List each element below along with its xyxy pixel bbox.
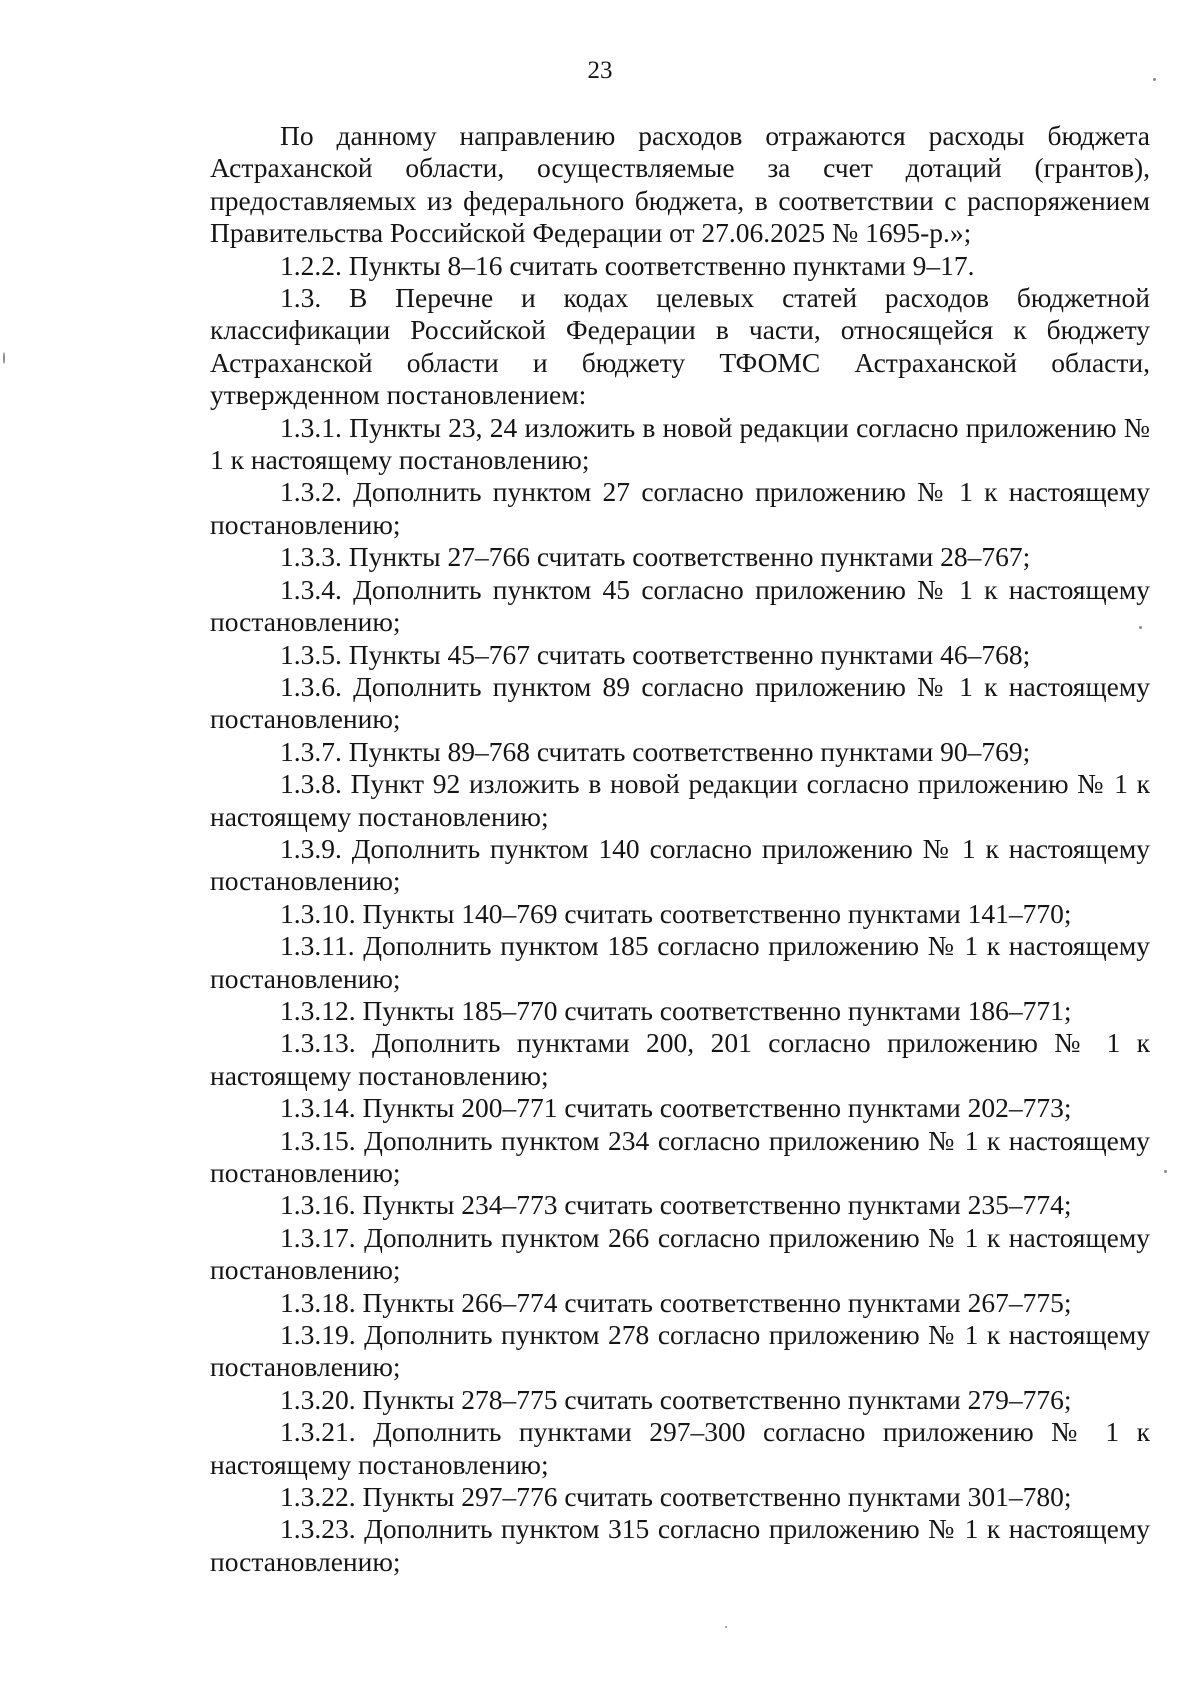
paragraph: По данному направлению расходов отражаются расходы бюджета Астраханской области, осуществляемые за счет дотаций (грантов), предоставляемых из федерального бюджета, в соответствии с распоряжением Правительства Российской Федерации от 27.06.2025 № 1695-р.»; (210, 120, 1150, 249)
paragraph: 1.3.23. Дополнить пунктом 315 согласно приложению № 1 к настоящему постановлению; (210, 1513, 1150, 1577)
paragraph: 1.3.14. Пункты 200–771 считать соответственно пунктами 202–773; (280, 1092, 1072, 1124)
paragraph: 1.3.12. Пункты 185–770 считать соответственно пунктами 186–771; (280, 994, 1072, 1026)
paragraph: 1.3. В Перечне и кодах целевых статей расходов бюджетной классификации Российской Федерации в части, относящейся к бюджету Астраханской области и бюджету ТФОМС Астраханской области, утвержденном постановлением: (210, 282, 1150, 411)
paragraph: 1.3.16. Пункты 234–773 считать соответственно пунктами 235–774; (280, 1189, 1072, 1221)
paragraph: 1.3.10. Пункты 140–769 считать соответственно пунктами 141–770; (280, 897, 1072, 929)
paragraph: 1.3.8. Пункт 92 изложить в новой редакции согласно приложению № 1 к настоящему постановлению; (210, 768, 1150, 832)
paragraph: 1.3.4. Дополнить пунктом 45 согласно приложению № 1 к настоящему постановлению; (210, 573, 1150, 638)
paragraph: 1.3.13. Дополнить пунктами 200, 201 согласно приложению № 1 к настоящему постановлению; (210, 1027, 1150, 1091)
scan-speck (725, 1626, 727, 1628)
page-number: 23 (587, 57, 613, 84)
paragraph: 1.3.21. Дополнить пунктами 297–300 согласно приложению № 1 к настоящему постановлению; (210, 1416, 1150, 1480)
paragraph: 1.3.6. Дополнить пунктом 89 согласно приложению № 1 к настоящему постановлению; (210, 670, 1150, 735)
scan-speck (1164, 1170, 1167, 1173)
paragraph: 1.3.22. Пункты 297–776 считать соответственно пунктами 301–780; (280, 1481, 1072, 1513)
paragraph: 1.3.18. Пункты 266–774 считать соответственно пунктами 267–775; (280, 1286, 1072, 1318)
paragraph: 1.3.20. Пункты 278–775 считать соответственно пунктами 279–776; (280, 1383, 1072, 1415)
paragraph: 1.3.3. Пункты 27–766 считать соответственно пунктами 28–767; (280, 541, 1031, 573)
document-body (210, 120, 1150, 1578)
scan-speck (1139, 626, 1142, 629)
paragraph: 1.3.11. Дополнить пунктом 185 согласно приложению № 1 к настоящему постановлению; (210, 930, 1150, 994)
paragraph: 1.3.7. Пункты 89–768 считать соответственно пунктами 90–769; (280, 735, 1031, 767)
paragraph: 1.2.2. Пункты 8–16 считать соответственно пунктами 9–17. (280, 249, 975, 281)
paragraph: 1.3.9. Дополнить пунктом 140 согласно приложению № 1 к настоящему постановлению; (210, 832, 1150, 897)
paragraph: 1.3.19. Дополнить пунктом 278 согласно приложению № 1 к настоящему постановлению; (210, 1319, 1150, 1383)
paragraph: 1.3.1. Пункты 23, 24 изложить в новой редакции согласно приложению № 1 к настоящему постановлению; (210, 411, 1150, 476)
paragraph: 1.3.15. Дополнить пунктом 234 согласно приложению № 1 к настоящему постановлению; (210, 1124, 1150, 1188)
scan-speck (1153, 78, 1156, 81)
paragraph: 1.3.5. Пункты 45–767 считать соответственно пунктами 46–768; (280, 638, 1031, 670)
paragraph: 1.3.17. Дополнить пунктом 266 согласно приложению № 1 к настоящему постановлению; (210, 1221, 1150, 1286)
paragraph: 1.3.2. Дополнить пунктом 27 согласно приложению № 1 к настоящему постановлению; (210, 476, 1150, 540)
scan-speck (3, 352, 5, 364)
